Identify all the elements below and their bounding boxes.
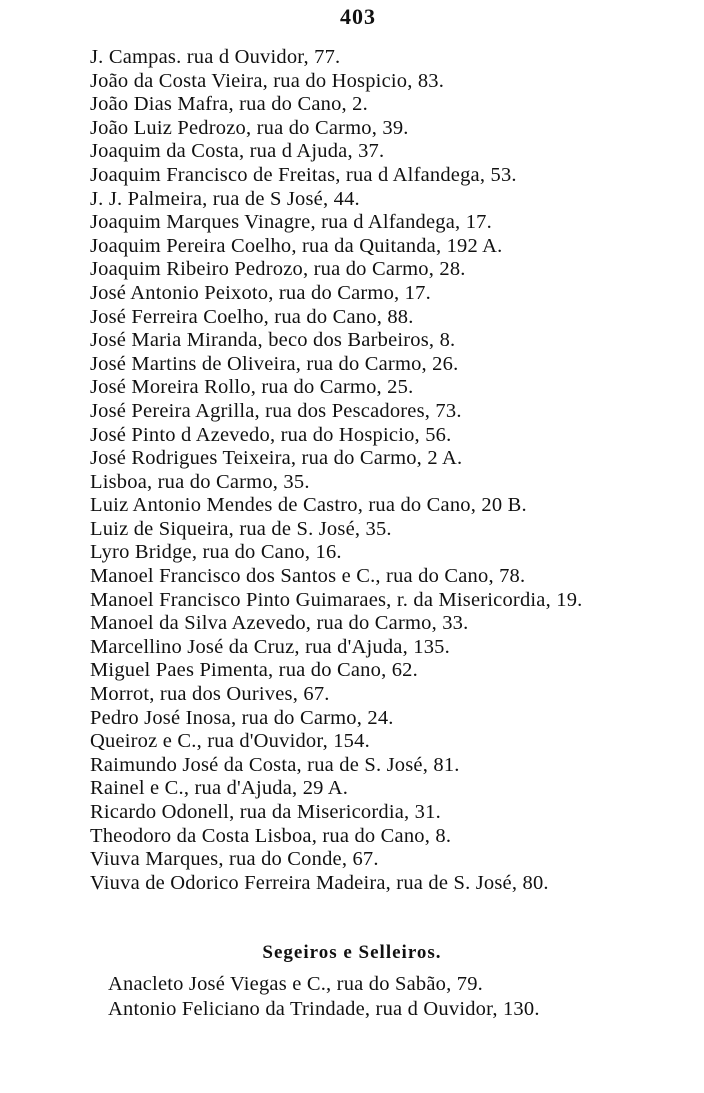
directory-entry: Manoel Francisco dos Santos e C., rua do Cano, 78. bbox=[90, 565, 526, 588]
directory-entry: Lisboa, rua do Carmo, 35. bbox=[90, 470, 310, 493]
directory-entry: Miguel Paes Pimenta, rua do Cano, 62. bbox=[90, 659, 418, 682]
directory-entry: José Pereira Agrilla, rua dos Pescadores, 73. bbox=[90, 399, 462, 422]
directory-entry: Ricardo Odonell, rua da Misericordia, 31. bbox=[90, 801, 441, 823]
page-number: 403 bbox=[340, 4, 376, 29]
directory-entry: José Moreira Rollo, rua do Carmo, 25. bbox=[90, 376, 414, 399]
directory-entry: Joaquim Ribeiro Pedrozo, rua do Carmo, 28. bbox=[90, 258, 466, 281]
directory-entry: Rainel e C., rua d'Ajuda, 29 A. bbox=[90, 777, 349, 800]
section-heading: Segeiros e Selleiros. bbox=[262, 942, 442, 963]
directory-list bbox=[90, 46, 690, 895]
directory-entry: Marcellino José da Cruz, rua d'Ajuda, 135. bbox=[90, 635, 450, 658]
directory-entry: J. J. Palmeira, rua de S José, 44. bbox=[90, 187, 360, 210]
directory-entry: Luiz de Siqueira, rua de S. José, 35. bbox=[90, 517, 392, 540]
directory-entry: Theodoro da Costa Lisboa, rua do Cano, 8. bbox=[90, 824, 452, 847]
directory-entry: Lyro Bridge, rua do Cano, 16. bbox=[90, 541, 342, 564]
directory-entry: Queiroz e C., rua d'Ouvidor, 154. bbox=[90, 730, 370, 753]
directory-entry: Pedro José Inosa, rua do Carmo, 24. bbox=[90, 706, 394, 729]
directory-entry: João Dias Mafra, rua do Cano, 2. bbox=[90, 93, 368, 116]
directory-entry: José Pinto d Azevedo, rua do Hospicio, 56. bbox=[90, 423, 452, 446]
directory-entry: J. Campas. rua d Ouvidor, 77. bbox=[90, 46, 341, 68]
directory-entry: Manoel Francisco Pinto Guimaraes, r. da Misericordia, 19. bbox=[90, 588, 583, 611]
directory-entry: João Luiz Pedrozo, rua do Carmo, 39. bbox=[90, 116, 409, 139]
directory-entry: Antonio Feliciano da Trindade, rua d Ouvidor, 130. bbox=[108, 998, 540, 1020]
directory-entry: Viuva de Odorico Ferreira Madeira, rua de S. José, 80. bbox=[90, 871, 549, 894]
directory-entry: Joaquim Pereira Coelho, rua da Quitanda, 192 A. bbox=[90, 234, 503, 257]
directory-entry: Morrot, rua dos Ourives, 67. bbox=[90, 683, 330, 706]
directory-entry: José Martins de Oliveira, rua do Carmo, 26. bbox=[90, 352, 459, 375]
section-list bbox=[108, 972, 698, 1022]
directory-entry: José Ferreira Coelho, rua do Cano, 88. bbox=[90, 305, 414, 328]
directory-entry: João da Costa Vieira, rua do Hospicio, 83. bbox=[90, 69, 445, 92]
directory-entry: Manoel da Silva Azevedo, rua do Carmo, 33. bbox=[90, 612, 469, 635]
directory-entry: Anacleto José Viegas e C., rua do Sabão, 79. bbox=[108, 973, 483, 995]
directory-entry: José Rodrigues Teixeira, rua do Carmo, 2 A. bbox=[90, 447, 463, 470]
directory-entry: Joaquim Francisco de Freitas, rua d Alfandega, 53. bbox=[90, 163, 517, 186]
directory-entry: Joaquim da Costa, rua d Ajuda, 37. bbox=[90, 140, 385, 163]
directory-entry: Joaquim Marques Vinagre, rua d Alfandega, 17. bbox=[90, 211, 492, 234]
directory-entry: Viuva Marques, rua do Conde, 67. bbox=[90, 848, 379, 871]
directory-entry: Luiz Antonio Mendes de Castro, rua do Cano, 20 B. bbox=[90, 494, 527, 517]
directory-entry: Raimundo José da Costa, rua de S. José, 81. bbox=[90, 753, 460, 776]
directory-entry: José Antonio Peixoto, rua do Carmo, 17. bbox=[90, 281, 431, 304]
directory-entry: José Maria Miranda, beco dos Barbeiros, 8. bbox=[90, 329, 456, 352]
